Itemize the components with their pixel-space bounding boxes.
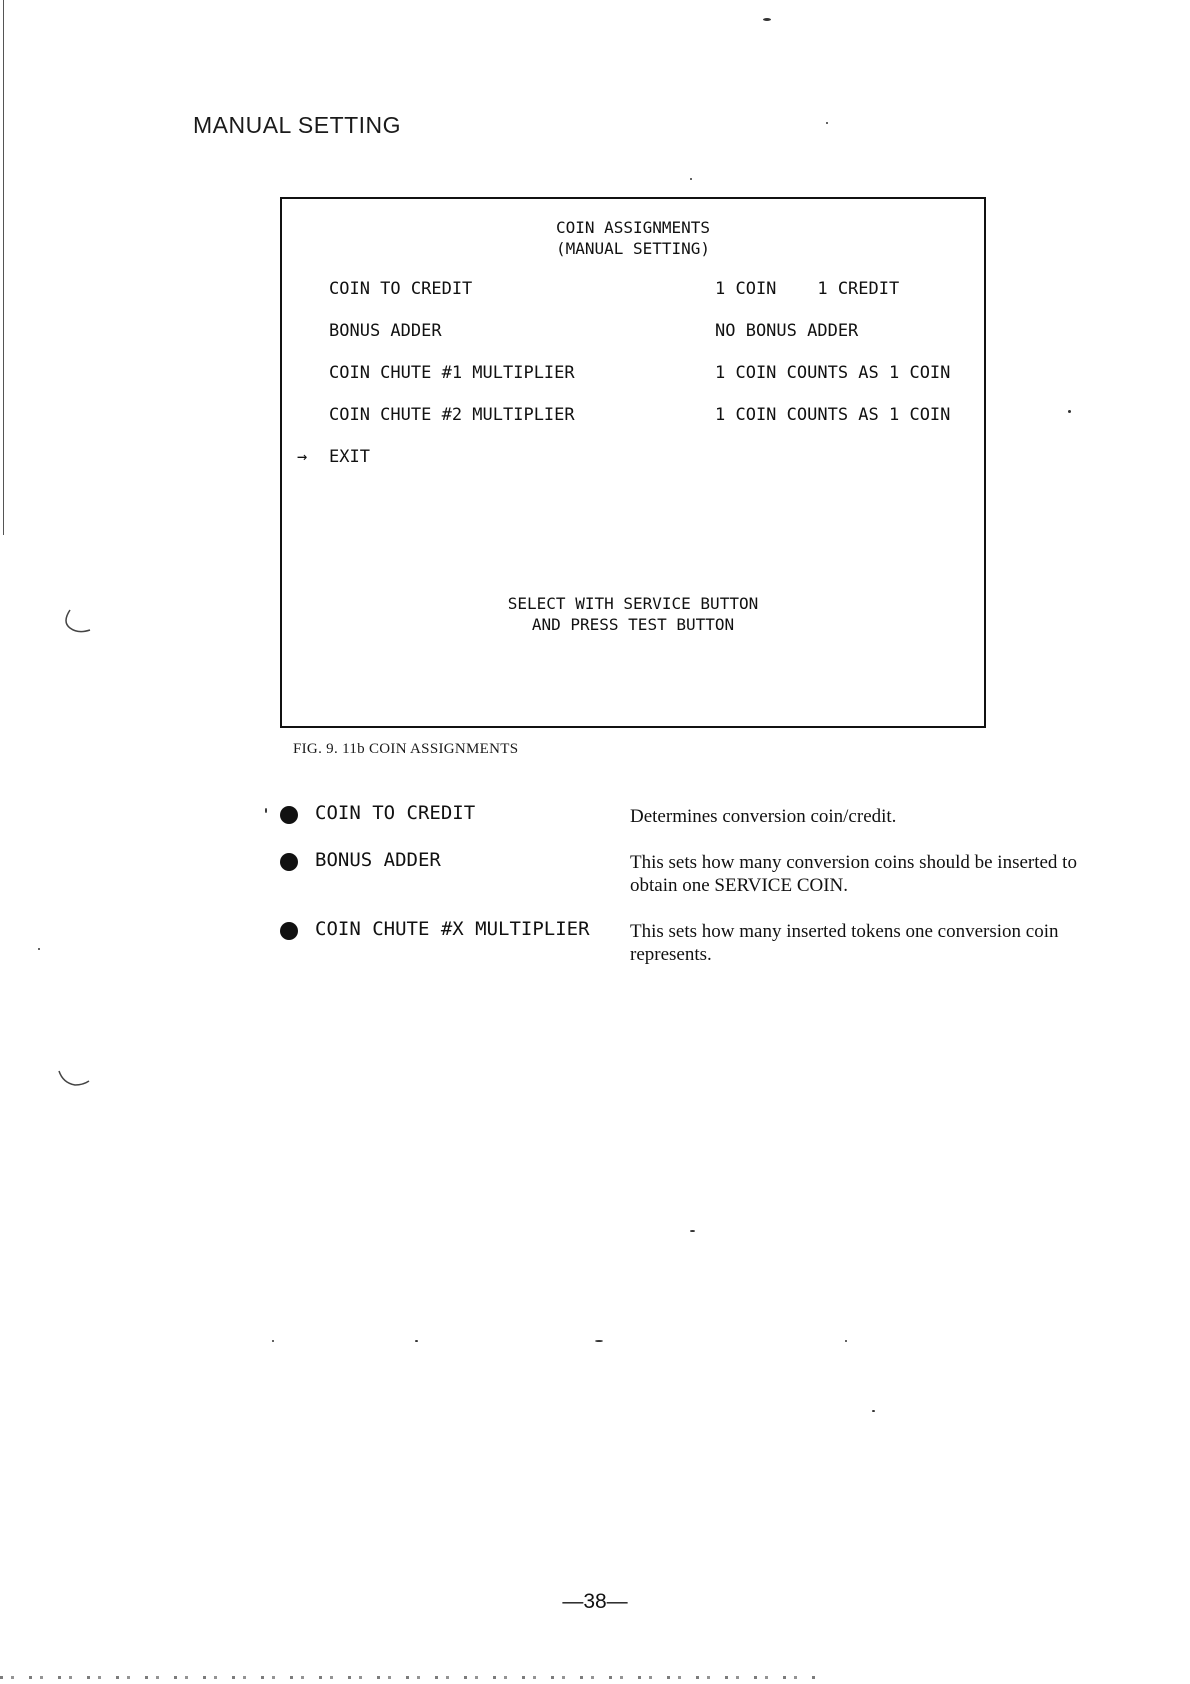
figure-caption: FIG. 9. 11b COIN ASSIGNMENTS [293,741,519,757]
scan-speck [1068,410,1071,413]
bonus-adder-value: NO BONUS ADDER [715,321,859,341]
page-title: MANUAL SETTING [193,112,402,138]
scan-speck [826,122,828,124]
screen-title: COIN ASSIGNMENTS [555,218,711,237]
bullet-icon [280,853,298,871]
scan-speck [272,1340,274,1342]
coin-to-credit-value: 1 COIN 1 CREDIT [715,279,900,299]
binder-hole-mark [55,1065,95,1095]
scan-speck [763,18,771,21]
scan-speck [265,808,267,813]
bullet-icon [280,806,298,824]
bullet-icon [280,922,298,940]
scan-speck [38,948,40,950]
item-description-coin-chute-multiplier: This sets how many inserted tokens one conversion coin represents. [630,921,1059,965]
coin-chute-1-value: 1 COIN COUNTS AS 1 COIN [715,363,951,383]
menu-item-coin-to-credit[interactable]: COIN TO CREDIT [329,279,473,299]
item-title-bonus-adder: BONUS ADDER [315,849,441,871]
scan-speck [845,1340,847,1342]
item-description-bonus-adder: This sets how many conversion coins should be inserted to obtain one SERVICE COIN. [630,852,1077,896]
coin-assignments-screen [280,197,986,728]
item-description-coin-to-credit: Determines conversion coin/credit. [630,806,897,827]
scan-speck [690,178,692,180]
instruction-line-1: SELECT WITH SERVICE BUTTON [507,594,759,613]
menu-item-coin-chute-2[interactable]: COIN CHUTE #2 MULTIPLIER [329,405,575,425]
page-number: —38— [562,1590,628,1613]
scan-noise [0,1676,820,1679]
menu-item-exit[interactable]: EXIT [329,447,370,467]
menu-item-bonus-adder[interactable]: BONUS ADDER [329,321,442,341]
scan-speck [690,1230,695,1232]
item-title-coin-to-credit: COIN TO CREDIT [315,802,476,824]
instruction-line-2: AND PRESS TEST BUTTON [531,615,735,634]
binder-hole-mark [60,600,100,640]
scan-margin-line [3,0,4,535]
scan-speck [872,1410,875,1412]
cursor-arrow-icon: → [297,447,308,467]
screen-subtitle: (MANUAL SETTING) [555,239,711,258]
item-title-coin-chute-multiplier: COIN CHUTE #X MULTIPLIER [315,918,590,940]
menu-item-coin-chute-1[interactable]: COIN CHUTE #1 MULTIPLIER [329,363,575,383]
scan-speck [595,1340,603,1342]
scan-speck [415,1340,418,1342]
coin-chute-2-value: 1 COIN COUNTS AS 1 COIN [715,405,951,425]
